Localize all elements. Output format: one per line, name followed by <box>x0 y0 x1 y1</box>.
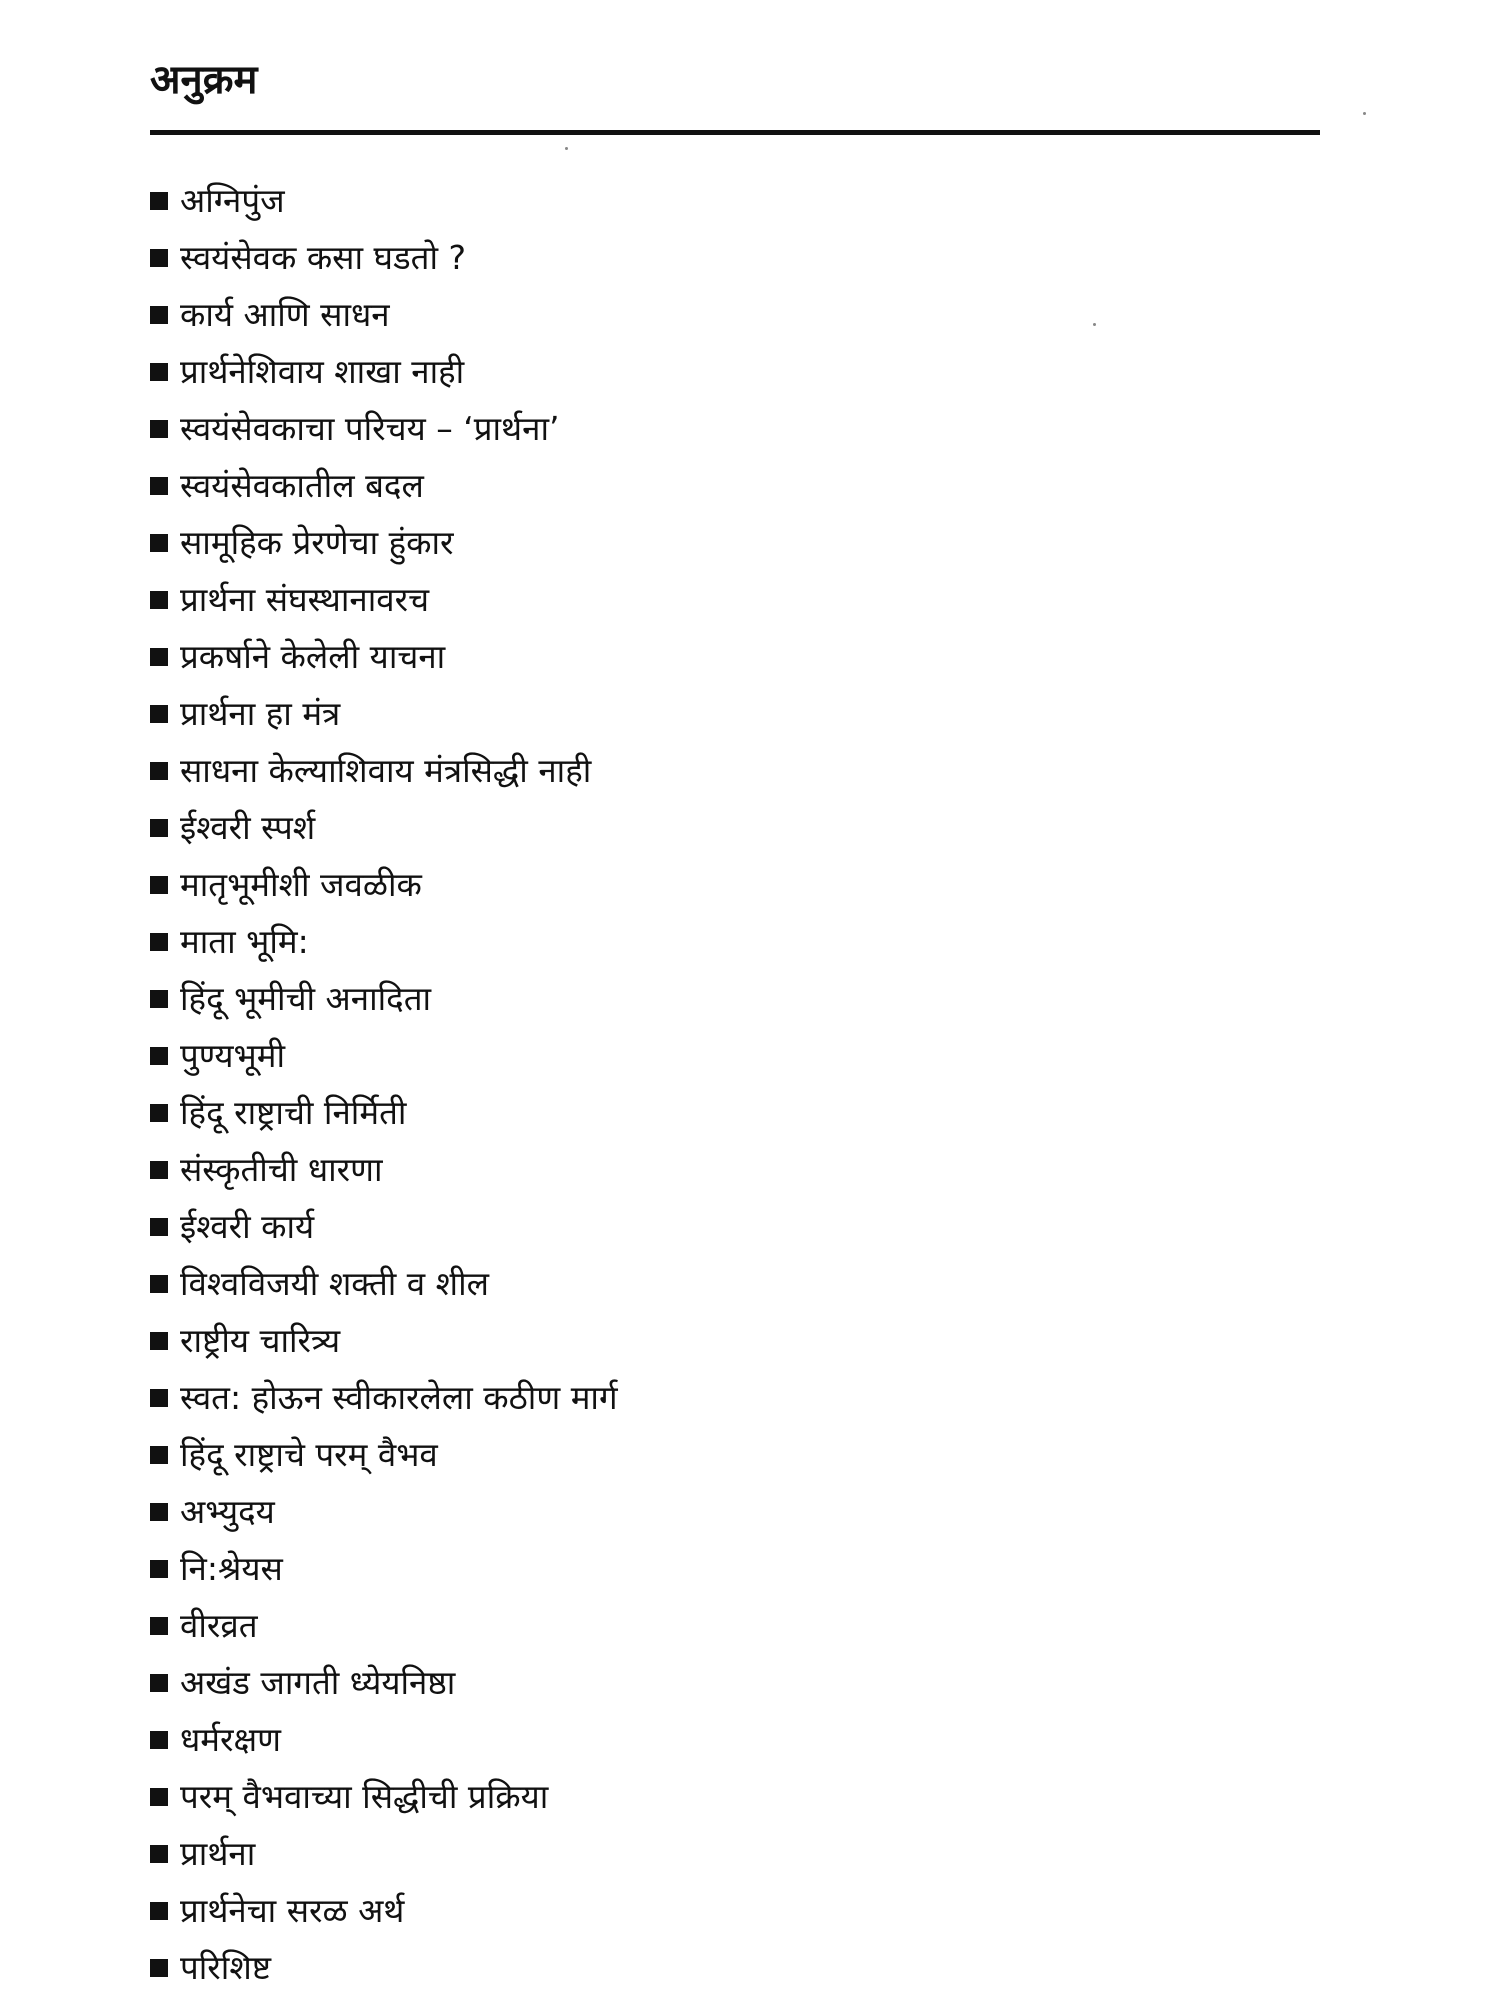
title-divider <box>150 130 1320 135</box>
square-bullet-icon <box>150 477 168 495</box>
toc-item <box>150 1198 1350 1255</box>
toc-item-label: स्वयंसेवक कसा घडतो ? <box>180 238 467 277</box>
square-bullet-icon <box>150 819 168 837</box>
toc-item <box>150 1027 1350 1084</box>
toc-item <box>150 1369 1350 1426</box>
toc-item <box>150 913 1350 970</box>
scan-speck <box>1093 323 1096 326</box>
square-bullet-icon <box>150 705 168 723</box>
toc-item <box>150 742 1350 799</box>
toc-item-label: मातृभूमीशी जवळीक <box>180 865 422 904</box>
toc-item-label: हिंदू भूमीची अनादिता <box>180 979 432 1018</box>
scan-speck <box>565 147 568 150</box>
toc-item <box>150 1939 1350 1996</box>
toc-item-label: हिंदू राष्ट्राचे परम् वैभव <box>180 1435 438 1474</box>
toc-item <box>150 457 1350 514</box>
toc-item-label: धर्मरक्षण <box>180 1720 282 1759</box>
toc-item <box>150 286 1350 343</box>
square-bullet-icon <box>150 1218 168 1236</box>
toc-item-label: हिंदू राष्ट्राची निर्मिती <box>180 1093 407 1132</box>
toc-item <box>150 856 1350 913</box>
toc-item <box>150 1483 1350 1540</box>
toc-item <box>150 514 1350 571</box>
square-bullet-icon <box>150 1446 168 1464</box>
toc-item <box>150 1711 1350 1768</box>
toc-item-label: अखंड जागती ध्येयनिष्ठा <box>180 1663 456 1702</box>
toc-item <box>150 1312 1350 1369</box>
toc-item-label: प्रार्थना संघस्थानावरच <box>180 580 430 619</box>
toc-item <box>150 685 1350 742</box>
toc-item-label: प्रकर्षाने केलेली याचना <box>180 637 446 676</box>
toc-item <box>150 1141 1350 1198</box>
toc-item <box>150 1654 1350 1711</box>
toc-item-label: नि:श्रेयस <box>180 1549 283 1588</box>
square-bullet-icon <box>150 306 168 324</box>
square-bullet-icon <box>150 591 168 609</box>
square-bullet-icon <box>150 648 168 666</box>
table-of-contents <box>150 172 1350 1996</box>
toc-item <box>150 1597 1350 1654</box>
scan-speck <box>1363 112 1366 115</box>
square-bullet-icon <box>150 876 168 894</box>
toc-item-label: परम् वैभवाच्या सिद्धीची प्रक्रिया <box>180 1777 549 1816</box>
toc-item-label: राष्ट्रीय चारित्र्य <box>180 1321 341 1360</box>
toc-item-label: प्रार्थनेशिवाय शाखा नाही <box>180 352 465 391</box>
toc-item-label: पुण्यभूमी <box>180 1036 286 1075</box>
toc-item-label: अग्निपुंज <box>180 181 285 220</box>
square-bullet-icon <box>150 1332 168 1350</box>
square-bullet-icon <box>150 1104 168 1122</box>
square-bullet-icon <box>150 1275 168 1293</box>
square-bullet-icon <box>150 192 168 210</box>
square-bullet-icon <box>150 1389 168 1407</box>
square-bullet-icon <box>150 363 168 381</box>
toc-item <box>150 229 1350 286</box>
square-bullet-icon <box>150 1674 168 1692</box>
toc-item <box>150 172 1350 229</box>
toc-item-label: वीरव्रत <box>180 1606 258 1645</box>
square-bullet-icon <box>150 249 168 267</box>
toc-item-label: स्वयंसेवकातील बदल <box>180 466 424 505</box>
square-bullet-icon <box>150 534 168 552</box>
toc-item-label: ईश्वरी कार्य <box>180 1207 315 1246</box>
square-bullet-icon <box>150 1617 168 1635</box>
toc-item <box>150 628 1350 685</box>
toc-item-label: स्वत: होऊन स्वीकारलेला कठीण मार्ग <box>180 1378 618 1417</box>
toc-item-label: अभ्युदय <box>180 1492 275 1531</box>
toc-item-label: ईश्वरी स्पर्श <box>180 808 316 847</box>
toc-item-label: माता भूमि: <box>180 922 309 961</box>
toc-item-label: संस्कृतीची धारणा <box>180 1150 383 1189</box>
toc-item <box>150 343 1350 400</box>
toc-item <box>150 1084 1350 1141</box>
square-bullet-icon <box>150 420 168 438</box>
square-bullet-icon <box>150 762 168 780</box>
toc-item <box>150 1768 1350 1825</box>
square-bullet-icon <box>150 1047 168 1065</box>
square-bullet-icon <box>150 1902 168 1920</box>
toc-item <box>150 1540 1350 1597</box>
toc-item <box>150 1255 1350 1312</box>
toc-item-label: प्रार्थनेचा सरळ अर्थ <box>180 1891 405 1930</box>
toc-item-label: प्रार्थना हा मंत्र <box>180 694 341 733</box>
square-bullet-icon <box>150 1731 168 1749</box>
square-bullet-icon <box>150 1503 168 1521</box>
toc-item-label: परिशिष्ट <box>180 1948 272 1987</box>
toc-item <box>150 571 1350 628</box>
toc-item-label: स्वयंसेवकाचा परिचय – ‘प्रार्थना’ <box>180 409 560 448</box>
page-title: अनुक्रम <box>150 57 258 103</box>
toc-item <box>150 1426 1350 1483</box>
toc-item <box>150 1825 1350 1882</box>
toc-item <box>150 970 1350 1027</box>
toc-item-label: कार्य आणि साधन <box>180 295 390 334</box>
square-bullet-icon <box>150 1560 168 1578</box>
toc-item <box>150 1882 1350 1939</box>
toc-item-label: सामूहिक प्रेरणेचा हुंकार <box>180 523 454 562</box>
toc-item-label: साधना केल्याशिवाय मंत्रसिद्धी नाही <box>180 751 592 790</box>
toc-item <box>150 400 1350 457</box>
square-bullet-icon <box>150 990 168 1008</box>
square-bullet-icon <box>150 1161 168 1179</box>
toc-item-label: प्रार्थना <box>180 1834 256 1873</box>
toc-item <box>150 799 1350 856</box>
toc-item-label: विश्वविजयी शक्ती व शील <box>180 1264 489 1303</box>
square-bullet-icon <box>150 933 168 951</box>
square-bullet-icon <box>150 1845 168 1863</box>
square-bullet-icon <box>150 1788 168 1806</box>
square-bullet-icon <box>150 1959 168 1977</box>
